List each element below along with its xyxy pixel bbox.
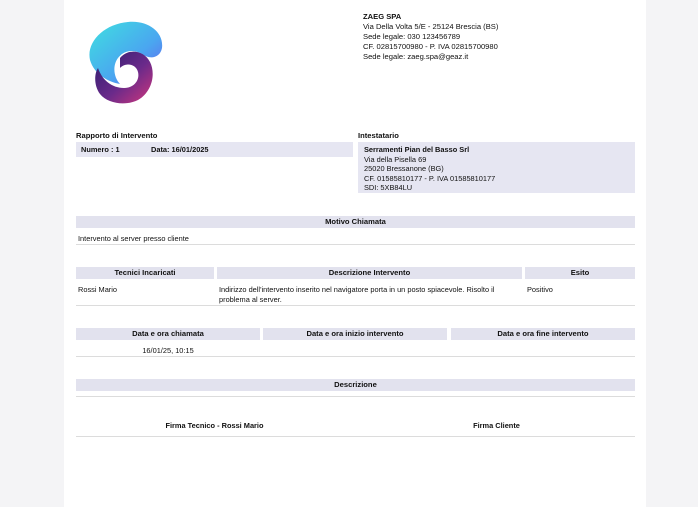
company-email: Sede legale: zaeg.spa@geaz.it	[363, 52, 469, 61]
col-header-esito: Esito	[525, 267, 635, 279]
recipient-sdi: SDI: 5XB84LU	[364, 183, 413, 193]
cell-esito: Positivo	[527, 285, 553, 294]
divider	[76, 436, 635, 437]
col-header-chiamata: Data e ora chiamata	[76, 328, 260, 340]
signature-tecnico: Firma Tecnico - Rossi Mario	[165, 421, 264, 430]
recipient-tax-ids: CF. 01585810177 - P. IVA 01585810177	[364, 173, 496, 183]
company-address: Via Della Volta 5/E - 25124 Brescia (BS)	[363, 22, 499, 31]
motivo-header: Motivo Chiamata	[76, 216, 635, 228]
descrizione-header: Descrizione	[76, 379, 635, 391]
company-phone: Sede legale: 030 123456789	[363, 32, 461, 41]
recipient-name: Serramenti Pian del Basso Srl	[364, 145, 470, 154]
divider	[76, 396, 635, 397]
company-name: ZAEG SPA	[363, 12, 402, 21]
motivo-text: Intervento al server presso cliente	[78, 234, 189, 243]
divider	[76, 244, 635, 245]
divider	[76, 305, 635, 306]
report-date: Data: 16/01/2025	[151, 145, 209, 154]
cell-tecnico: Rossi Mario	[78, 285, 118, 294]
cell-chiamata: 16/01/25, 10:15	[142, 346, 194, 355]
recipient-box	[358, 142, 635, 193]
report-title: Rapporto di Intervento	[76, 131, 158, 140]
signature-cliente: Firma Cliente	[473, 421, 520, 430]
col-header-fine: Data e ora fine intervento	[451, 328, 635, 340]
report-info-box	[76, 142, 353, 157]
col-header-inizio: Data e ora inizio intervento	[263, 328, 447, 340]
recipient-title: Intestatario	[358, 131, 399, 140]
company-info	[363, 12, 498, 62]
cell-descrizione	[219, 285, 494, 304]
cell-descrizione-line2: problema al server.	[219, 294, 282, 304]
cell-descrizione-line1: Indirizzo dell'intervento inserito nel navigatore porta in un posto spiacevole. Risolto il	[219, 285, 495, 294]
company-logo	[84, 18, 166, 106]
company-tax-ids: CF. 02815700980 - P. IVA 02815700980	[363, 42, 498, 51]
col-header-tecnici: Tecnici Incaricati	[76, 267, 214, 279]
col-header-descrizione: Descrizione Intervento	[217, 267, 522, 279]
report-number: Numero : 1	[81, 145, 120, 154]
recipient-city: 25020 Bressanone (BG)	[364, 164, 444, 174]
divider	[76, 356, 635, 357]
recipient-street: Via della Pisella 69	[364, 154, 427, 164]
